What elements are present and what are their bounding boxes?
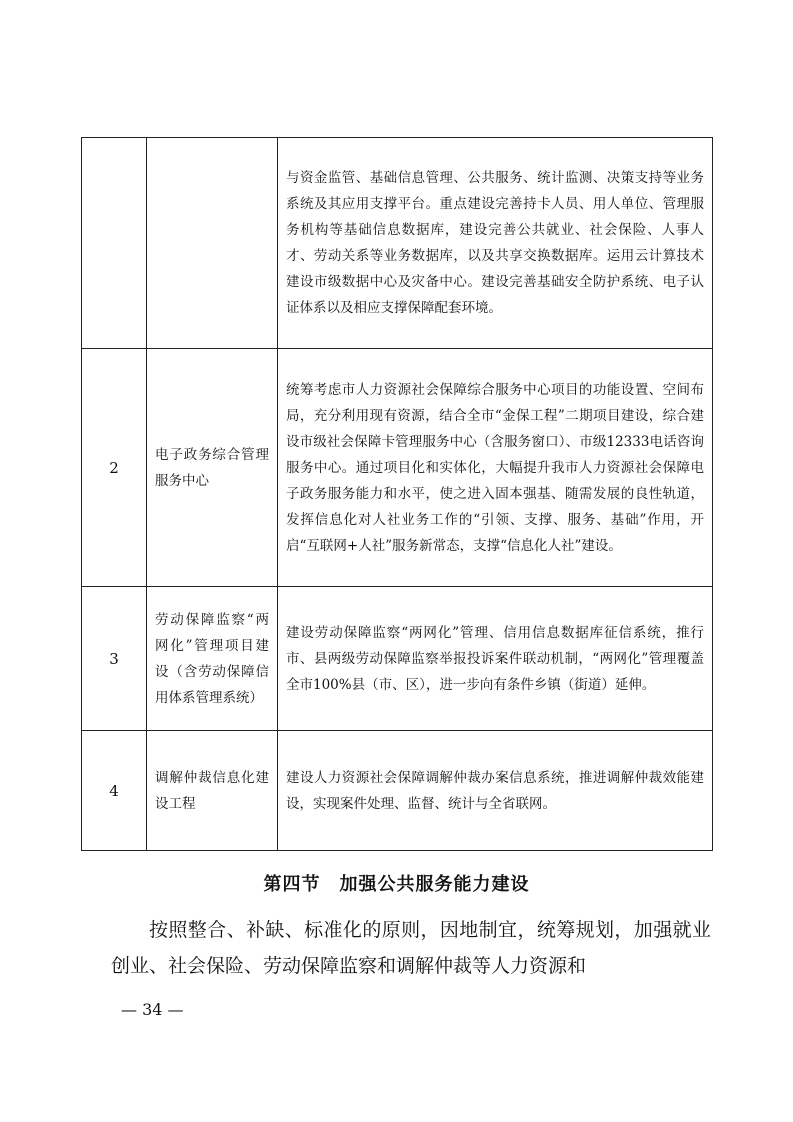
project-name: 劳动保障监察“两网化”管理项目建设（含劳动保障信用体系管理系统） [147, 587, 278, 731]
row-number: 2 [82, 349, 147, 587]
table-row [82, 138, 713, 349]
project-name [147, 138, 278, 349]
section-heading: 第四节 加强公共服务能力建设 [263, 874, 530, 895]
table-row [82, 731, 713, 851]
project-table [81, 137, 713, 851]
project-name: 电子政务综合管理服务中心 [147, 349, 278, 587]
table-row [82, 349, 713, 587]
row-number [82, 138, 147, 349]
row-number: 4 [82, 731, 147, 851]
project-name: 调解仲裁信息化建设工程 [147, 731, 278, 851]
project-description: 建设人力资源社会保障调解仲裁办案信息系统，推进调解仲裁效能建设，实现案件处理、监督、统计与全省联网。 [278, 731, 713, 851]
project-description: 统筹考虑市人力资源社会保障综合服务中心项目的功能设置、空间布局，充分利用现有资源，结合全市“金保工程”二期项目建设，综合建设市级社会保障卡管理服务中心（含服务窗口）、市级12333电话咨询服务中心。通过项目化和实体化，大幅提升我市人力资源社会保障电子政务服务能力和水平，使之进入固本强基、随需发展的良性轨道，发挥信息化对人社业务工作的“引领、支撑、服务、基础”作用，开启“互联网+人社”服务新常态，支撑“信息化人社”建设。 [278, 349, 713, 587]
table-row [82, 587, 713, 731]
row-number: 3 [82, 587, 147, 731]
body-paragraph: 按照整合、补缺、标准化的原则，因地制宜，统筹规划，加强就业创业、社会保险、劳动保障监察和调解仲裁等人力资源和 [111, 919, 711, 977]
project-description: 建设劳动保障监察“两网化”管理、信用信息数据库征信系统，推行市、县两级劳动保障监察举报投诉案件联动机制，“两网化”管理覆盖全市100%县（市、区），进一步向有条件乡镇（街道）延伸。 [278, 587, 713, 731]
page-number: — 34 — [121, 1000, 184, 1019]
project-description: 与资金监管、基础信息管理、公共服务、统计监测、决策支持等业务系统及其应用支撑平台。重点建设完善持卡人员、用人单位、管理服务机构等基础信息数据库，建设完善公共就业、社会保险、人事人才、劳动关系等业务数据库，以及共享交换数据库。运用云计算技术建设市级数据中心及灾备中心。建设完善基础安全防护系统、电子认证体系以及相应支撑保障配套环境。 [278, 138, 713, 349]
